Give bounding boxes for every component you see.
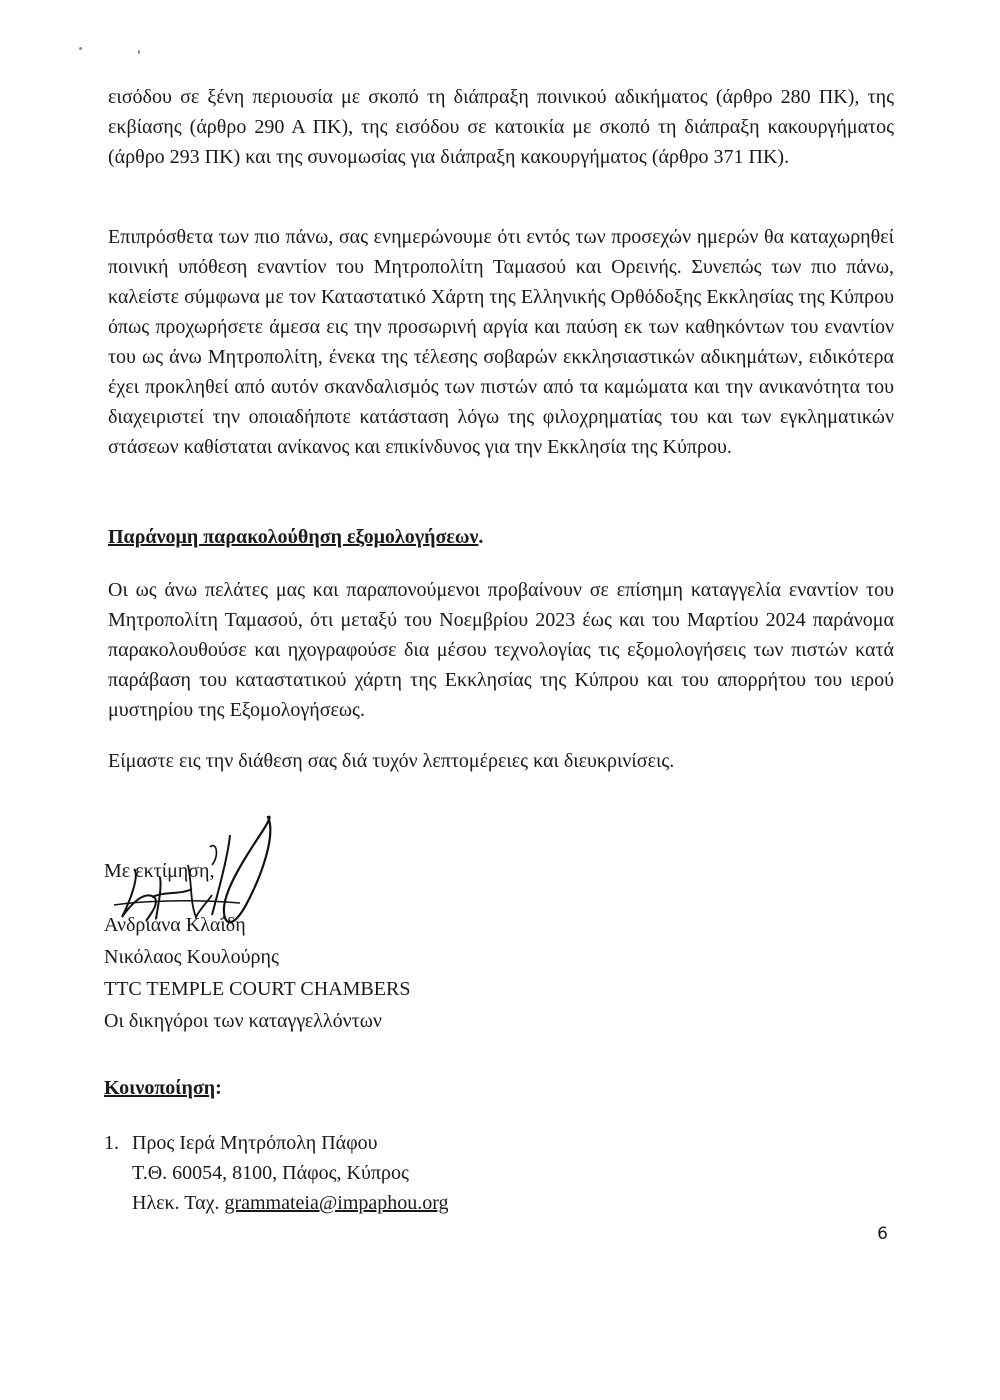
cc-address: Τ.Θ. 60054, 8100, Πάφος, Κύπρος: [132, 1162, 409, 1184]
section-heading: [108, 522, 483, 552]
signatory-role: Οι δικηγόροι των καταγγελλόντων: [104, 1010, 382, 1032]
cc-email-link[interactable]: grammateia@impaphou.org: [224, 1192, 449, 1214]
cc-recipient: Προς Ιερά Μητρόπολη Πάφου: [132, 1132, 378, 1154]
closing-block: [104, 855, 410, 1037]
scan-speck: [138, 50, 140, 54]
signatory-name-1: Ανδριάνα Κλαΐδη: [104, 914, 246, 936]
paragraph-availability: Είμαστε εις την διάθεση σας διά τυχόν λεπτομέρειες και διευκρινίσεις.: [108, 750, 675, 772]
section-heading-punct: .: [478, 526, 484, 548]
cc-email-line: [132, 1188, 449, 1218]
cc-item-lines: [132, 1128, 449, 1218]
paragraph-offences: εισόδου σε ξένη περιουσία με σκοπό τη διάπραξη ποινικού αδικήματος (άρθρο 280 ΠΚ), της εκβίασης (άρθρο 290 Α ΠΚ), της εισόδου σε κατοικία με σκοπό τη διάπραξη κακουργήματος (άρθρο 293 ΠΚ) και της συνομωσίας για διάπραξη κακουργήματος (άρθρο 371 ΠΚ).: [108, 86, 894, 168]
page-number: 6: [877, 1224, 888, 1244]
paragraph-suspension-request: Επιπρόσθετα των πιο πάνω, σας ενημερώνουμε ότι εντός των προσεχών ημερών θα καταχωρηθεί ποινική υπόθεση εναντίον του Μητροπολίτη Ταμασού και Ορεινής. Συνεπώς των πιο πάνω, καλείστε σύμφωνα με τον Καταστατικό Χάρτη της Ελληνικής Ορθόδοξης Εκκλησίας της Κύπρου όπως προχωρήσετε άμεσα εις την προσωρινή αργία και παύση εκ των καθηκόντων του εναντίον του ως άνω Μητροπολίτη, ένεκα της τέλεσης σοβαρών εκκλησιαστικών αδικημάτων, ειδικότερα έχει προκληθεί από αυτόν σκανδαλισμός των πιστών από τα καμώματα και την ανικανότητα του διαχειριστεί την οποιαδήποτε κατάσταση λόγω της φιλοχρηματίας του και των εγκληματικών στάσεων καθίσταται ανίκανος και επικίνδυνος για την Εκκλησία της Κύπρου.: [108, 226, 894, 458]
signatory-name-2: Νικόλαος Κουλούρης: [104, 946, 279, 968]
salutation: Με εκτίμηση,: [104, 860, 215, 882]
cc-heading-text: Κοινοποίηση: [104, 1077, 216, 1099]
paragraph-surveillance-complaint: Οι ως άνω πελάτες μας και παραπονούμενοι προβαίνουν σε επίσημη καταγγελία εναντίον του Μητροπολίτη Ταμασού, ότι μεταξύ του Νοεμβρίου 2023 έως και του Μαρτίου 2024 παράνομα παρακολουθούσε και ηχογραφούσε δια μέσου τεχνολογίας τις εξομολογήσεις των πιστών κατά παράβαση του καταστατικού χάρτη της Εκκλησίας της Κύπρου και του απορρήτου του ιερού μυστηρίου της Εξομολογήσεως.: [108, 579, 894, 721]
cc-item-number: 1.: [104, 1132, 119, 1154]
law-firm-name: TTC TEMPLE COURT CHAMBERS: [104, 978, 411, 1000]
cc-heading-punct: :: [215, 1077, 222, 1099]
section-heading-text: Παράνομη παρακολούθηση εξομολογήσεων: [108, 526, 479, 548]
cc-heading: [104, 1073, 222, 1103]
scan-speck: [79, 47, 82, 50]
cc-email-label: Ηλεκ. Ταχ.: [132, 1192, 220, 1214]
